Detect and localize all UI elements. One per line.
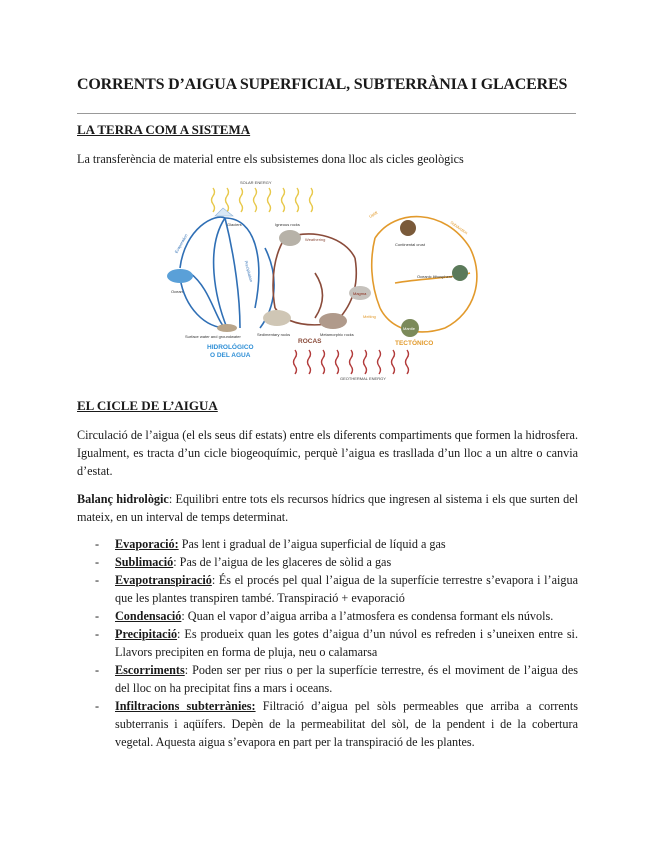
glacier-label: Glaciers xyxy=(227,222,242,227)
list-item-text: : Pas de l’aigua de les glaceres de sòlid a gas xyxy=(173,555,392,570)
water-cycle-process-list xyxy=(77,536,578,752)
list-item: - Escorriments: Poden ser per rius o per la superfície terrestre, és el moviment de l’aigua des del lloc on ha precipitat fins a mars i oceans. xyxy=(95,663,578,695)
metamorphic-label: Metamorphic rocks xyxy=(320,332,354,337)
list-item: - Evapotranspiració: És el procés pel qual l’aigua de la superfície terrestre s’evapora i l’aigua que les plantes transpiren també. Transpiració + evaporació xyxy=(95,573,578,605)
evaporation-label: Evaporation xyxy=(173,232,189,254)
list-item-term: Escorriments xyxy=(115,663,185,678)
solar-energy-label: SOLAR ENERGY xyxy=(240,180,272,185)
list-item-text: Pas lent i gradual de l’aigua superficial de líquid a gas xyxy=(178,537,446,551)
continental-label: Continental crust xyxy=(395,242,426,247)
geothermal-rays xyxy=(294,350,409,374)
hydrologic-balance-term: Balanç hidrològic xyxy=(77,492,169,506)
hydrologic-title-line2: O DEL AGUA xyxy=(210,352,251,359)
oceanic-lithosphere-icon xyxy=(452,265,468,281)
surface-water-icon xyxy=(217,324,237,332)
sedimentary-label: Sedimentary rocks xyxy=(257,332,291,337)
sedimentary-rock-icon xyxy=(263,310,291,326)
list-item-text: : És el procés pel qual l’aigua de la superfície terrestre s’evapora i l’aigua que les plantes transpiren també. Transpiració + evaporació xyxy=(115,573,578,605)
list-item-text: : Quan el vapor d’aigua arriba a l’atmosfera es condensa formant els núvols. xyxy=(181,609,554,624)
ocean-icon xyxy=(167,269,193,283)
precipitation-label: Precipitation xyxy=(243,260,255,283)
list-item: - Condensació: Quan el vapor d’aigua arriba a l’atmosfera es condensa formant els núvols. xyxy=(95,609,554,624)
list-item-text: : Poden ser per rius o per la superfície terrestre, és el moviment de l’aigua des del lloc on ha precipitat fins a mars i oceans. xyxy=(115,663,578,695)
melting-label: Melting xyxy=(363,314,376,319)
list-item: - Precipitació: Es produeix quan les gotes d’aigua d’un núvol es refreden i s’uneixen entre si. Llavors precipiten en forma de pluja, neu o calamarsa xyxy=(95,627,578,659)
list-item-text: Filtració d’aigua pel sòls permeables que arriba a corrents subterranis i aqüífers. Depèn de la permeabilitat del sòl, de la pendent i de la cobertura vegetal. Aquesta aigua s’evapora en part per la transpiració de les plantes. xyxy=(115,698,578,749)
igneous-label: Igneous rocks xyxy=(275,222,300,227)
magma-label: Magma xyxy=(353,291,367,296)
list-item-term: Evapotranspiració xyxy=(115,573,212,588)
list-item-term: Precipitació xyxy=(115,627,178,642)
list-item-text: : Es produeix quan les gotes d’aigua d’un núvol es refreden i s’uneixen entre si. Llavors precipiten en forma de pluja, neu o calamarsa xyxy=(115,627,578,659)
rock-cycle-title: ROCAS xyxy=(298,338,322,345)
hydrologic-balance-text: : Equilibri entre tots els recursos hídrics que ingresen al sistema i els que surten del mateix, en un interval de temps determinat. xyxy=(77,492,579,524)
list-item: - Sublimació: Pas de l’aigua de les glaceres de sòlid a gas xyxy=(95,555,392,570)
section-heading-earth-system: LA TERRA COM A SISTEMA xyxy=(77,122,251,137)
geothermal-energy-label: GEOTHERMAL ENERGY xyxy=(340,376,386,381)
list-item-term: Sublimació xyxy=(115,555,174,570)
water-cycle-definition: Circulació de l’aigua (el els seus dif estats) entre els diferents compartiments que formen la hidrosfera. Igualment, es tracta d’un cicle biogeoquímic, perquè l’aigua es trasllada d’un lloc a un altre o canvia d’estat. xyxy=(77,428,578,478)
oceanic-label: Oceanic lithosphere xyxy=(417,274,453,279)
solar-rays xyxy=(212,188,313,212)
geological-cycles-diagram xyxy=(165,178,500,383)
intro-paragraph: La transferència de material entre els subsistemes dona lloc als cicles geològics xyxy=(77,152,464,166)
list-item-term: Infiltracions subterrànies: xyxy=(115,698,256,713)
continental-crust-icon xyxy=(400,220,416,236)
section-heading-water-cycle: EL CICLE DE L’AIGUA xyxy=(77,398,218,413)
list-item-term: Condensació xyxy=(115,609,182,624)
hydrologic-balance-paragraph xyxy=(77,490,578,526)
list-item: - Infiltracions subterrànies: Filtració d’aigua pel sòls permeables que arriba a corrents subterranis i aqüífers. Depèn de la permeabilitat del sòl, de la pendent i de la cobertura vegetal. Aquesta aigua s’evapora en part per la transpiració de les plantes. xyxy=(95,698,578,749)
subduction-label: Subduction xyxy=(449,219,469,236)
igneous-rock-icon xyxy=(279,230,301,246)
glacier-icon xyxy=(215,208,233,216)
hydrologic-cycle-arrows xyxy=(180,217,274,328)
tectonic-cycle-title: TECTÓNICO xyxy=(395,340,434,347)
page-title: CORRENTS D’AIGUA SUPERFICIAL, SUBTERRÀNIA I GLACERES xyxy=(77,76,568,93)
mantle-label: Mantle xyxy=(403,326,416,331)
weathering-label: Weathering xyxy=(305,237,326,242)
metamorphic-rock-icon xyxy=(319,313,347,329)
title-divider xyxy=(77,113,576,114)
rock-cycle-arrows xyxy=(273,234,356,325)
ocean-label: Ocean xyxy=(171,289,183,294)
uplift-label: Uplift xyxy=(368,209,379,219)
surface-water-label: Surface water and groundwater xyxy=(185,334,241,339)
list-item-term: Evaporació: xyxy=(115,537,179,551)
list-item: - Evaporació: Pas lent i gradual de l’aigua superficial de líquid a gas xyxy=(95,537,446,551)
hydrologic-title-line1: HIDROLÓGICO xyxy=(207,344,254,351)
